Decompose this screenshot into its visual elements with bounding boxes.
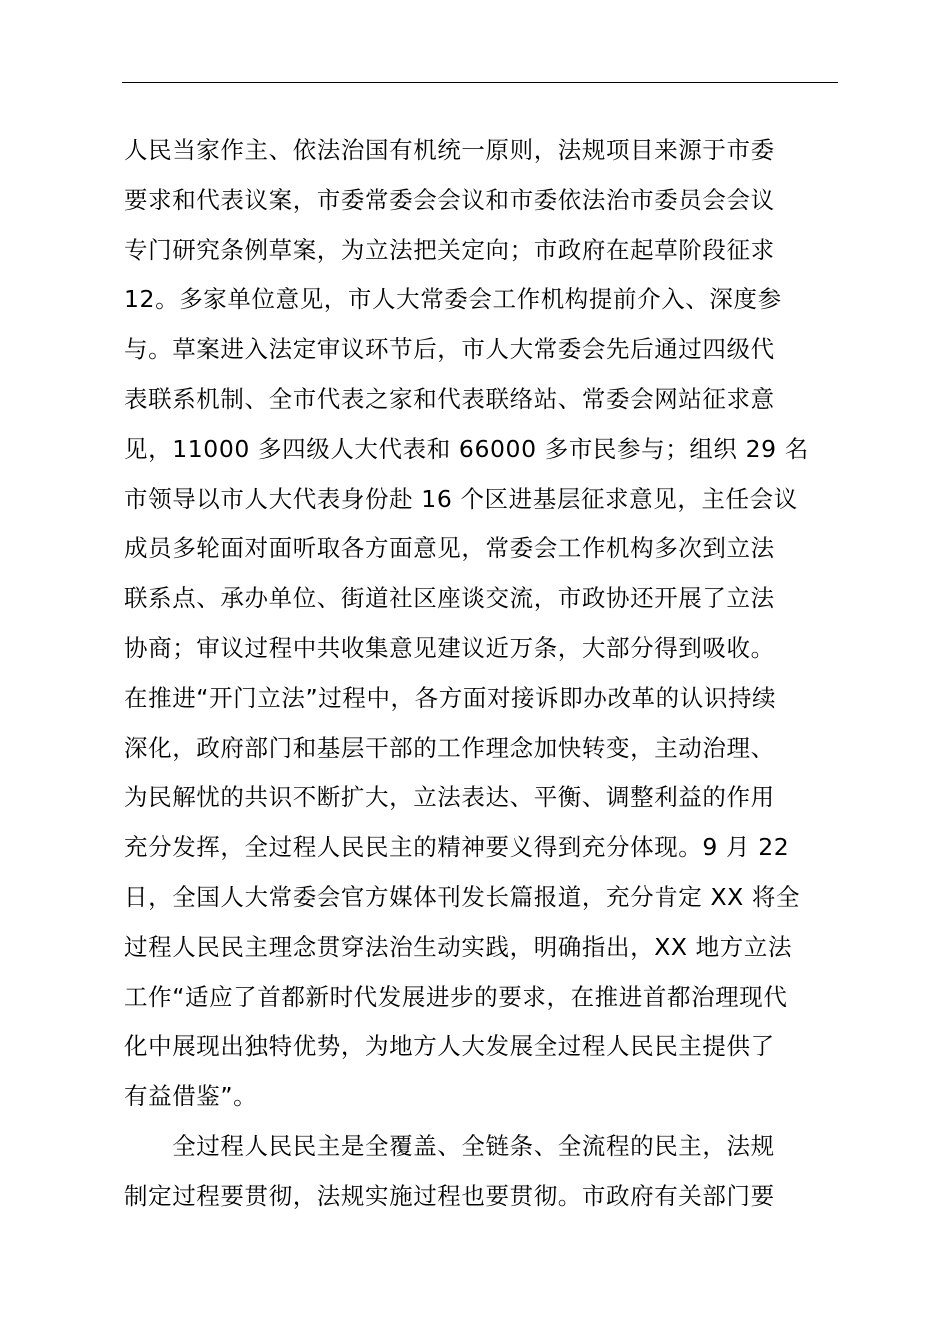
text-line: 见，11000 多四级人大代表和 66000 多市民参与；组织 29 名 [124, 434, 809, 463]
text-line: 化中展现出独特优势，为地方人大发展全过程人民民主提供了 [124, 1032, 775, 1061]
text-line: 日，全国人大常委会官方媒体刊发长篇报道，充分肯定 XX 将全 [124, 882, 801, 911]
text-line: 过程人民民主理念贯穿法治生动实践，明确指出，XX 地方立法 [124, 932, 793, 961]
header-rule [122, 82, 838, 83]
text-line: 有益借鉴”。 [124, 1082, 258, 1111]
body-text [124, 126, 840, 1222]
text-line: 在推进“开门立法”过程中，各方面对接诉即办改革的认识持续 [124, 683, 777, 712]
text-line: 工作“适应了首都新时代发展进步的要求，在推进首都治理现代 [124, 982, 788, 1011]
text-line: 人民当家作主、依法治国有机统一原则，法规项目来源于市委 [124, 136, 775, 164]
text-line: 为民解忧的共识不断扩大，立法表达、平衡、调整利益的作用 [124, 783, 775, 812]
text-line: 充分发挥，全过程人民民主的精神要义得到充分体现。9 月 22 [124, 833, 790, 862]
text-line: 与。草案进入法定审议环节后，市人大常委会先后通过四级代 [124, 335, 775, 364]
text-line: 成员多轮面对面听取各方面意见，常委会工作机构多次到立法 [124, 534, 775, 563]
text-line: 协商；审议过程中共收集意见建议近万条，大部分得到吸收。 [124, 633, 775, 662]
text-line: 制定过程要贯彻，法规实施过程也要贯彻。市政府有关部门要 [124, 1181, 775, 1210]
text-line: 专门研究条例草案，为立法把关定向；市政府在起草阶段征求 [124, 235, 775, 264]
text-line: 联系点、承办单位、街道社区座谈交流，市政协还开展了立法 [124, 584, 775, 613]
text-line: 深化，政府部门和基层干部的工作理念加快转变，主动治理、 [124, 733, 775, 762]
text-line: 表联系机制、全市代表之家和代表联络站、常委会网站征求意 [124, 384, 775, 413]
text-line: 全过程人民民主是全覆盖、全链条、全流程的民主，法规 [124, 1131, 775, 1160]
text-line: 市领导以市人大代表身份赴 16 个区进基层征求意见，主任会议 [124, 484, 798, 513]
text-line: 12。多家单位意见，市人大常委会工作机构提前介入、深度参 [124, 285, 782, 314]
text-line: 要求和代表议案，市委常委会会议和市委依法治市委员会会议 [124, 185, 775, 214]
